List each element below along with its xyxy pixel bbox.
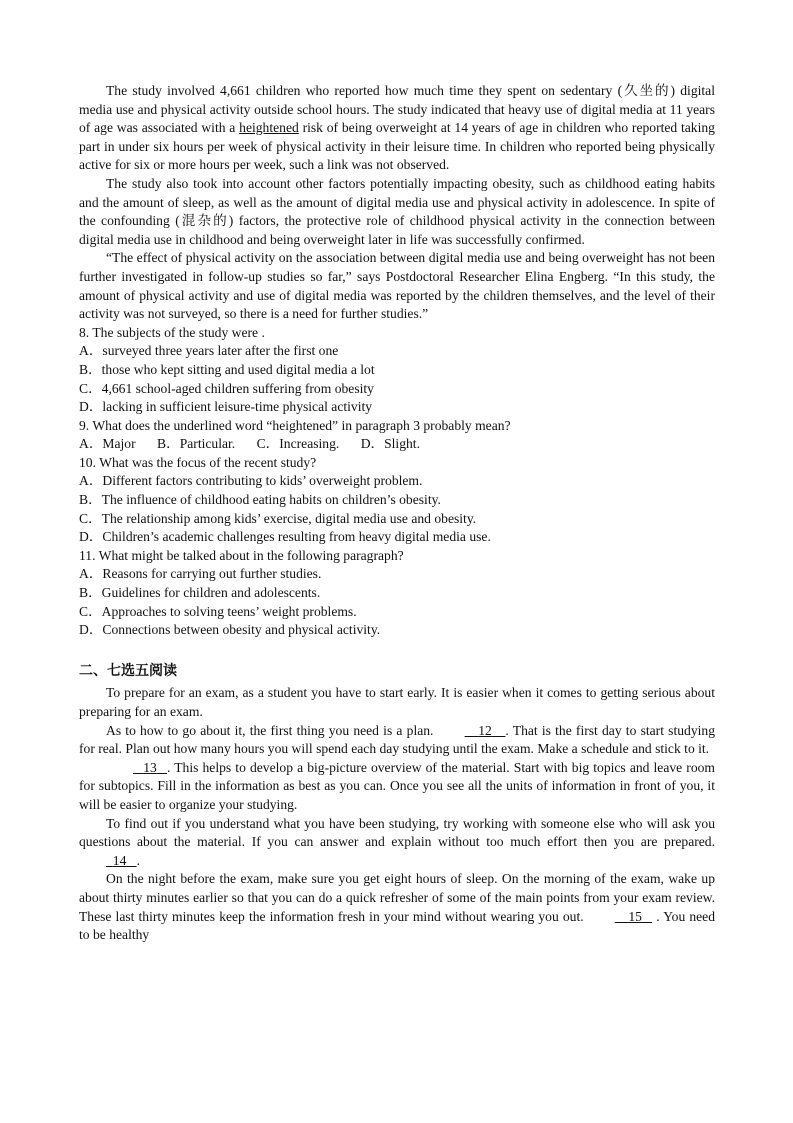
question-stem: 10. What was the focus of the recent study? [79,454,317,470]
section2-paragraph1: To prepare for an exam, as a student you have to start early. It is easier when it comes to getting serious about preparing for an exam. [79,685,715,719]
blank-number: 12 [478,722,492,738]
passage1-paragraph2: The study also took into account other factors potentially impacting obesity, such as childhood eating habits and the amount of sleep, as well as the amount of digital media use and physical activity in adolescence. In spite of the confounding (混杂的) factors, the protective role of childhood physical activity in the connection between digital media use in childhood and being overweight later in life was successfully confirmed. [79,175,715,247]
blank-15 [588,908,652,927]
option-b: B．The influence of childhood eating habits on children’s obesity. [79,492,441,508]
option-a: A．Different factors contributing to kids’ overweight problem. [79,473,423,489]
blank-number: 13 [143,759,157,775]
blank-number: 15 [628,908,642,924]
question-stem: 8. The subjects of the study were . [79,324,265,340]
passage1-paragraph1 [79,82,715,175]
p2-text-a: As to how to go about it, the first thing you need is a plan. [106,722,438,738]
option-a: A．surveyed three years later after the first one [79,343,339,359]
question-11 [79,547,715,640]
section2-paragraph4 [79,815,715,871]
option-c: C．Approaches to solving teens’ weight problems. [79,603,357,619]
question-stem: 9. What does the underlined word “heightened” in paragraph 3 probably mean? [79,417,511,433]
p5-text-b: . You need to be healthy [79,908,715,943]
section2-paragraph5 [79,870,715,944]
option-d: D．lacking in sufficient leisure-time physical activity [79,399,373,415]
option-d: D．Slight. [360,436,420,452]
option-c: C．4,661 school-aged children suffering from obesity [79,380,374,396]
question-9 [79,417,715,454]
option-c: C．Increasing. [256,436,340,452]
blank-number: 14 [112,852,127,868]
option-d: D．Connections between obesity and physical activity. [79,622,381,638]
option-c: C．The relationship among kids’ exercise, digital media use and obesity. [79,510,477,526]
p1-text-a: The study involved 4,661 children who reported how much time they spent on sedentary (久坐的) digital media use and physical activity outside school hours. The study indicated that heavy use of digital media at 11 years of age was associated with a [79,83,715,136]
option-b: B．those who kept sitting and used digital media a lot [79,361,375,377]
blank-13 [106,759,167,778]
section2-paragraph3 [79,759,715,815]
option-b: B．Particular. [157,436,236,452]
p4-text-a: To find out if you understand what you have been studying, try working with someone else who will ask you questions about the material. If you can answer and explain without too much effort then you are prepared. [79,815,715,850]
section2-paragraph2 [79,722,715,759]
blank-12 [438,722,506,741]
inline-options [79,435,715,454]
section-title: 二、七选五阅读 [79,662,177,679]
p2-text-b: . That is the first day to start studying for real. Plan out how many hours you will spend each day studying until the exam. Make a schedule and stick to it. [79,722,715,757]
p3-text: . This helps to develop a big-picture overview of the material. Start with big topics and leave room for subtopics. Fill in the information as best as you can. Once you see all the units of information in front of you, it will be easier to organize your studying. [79,759,715,812]
option-d: D．Children’s academic challenges resulting from heavy digital media use. [79,529,491,545]
passage1-paragraph3: “The effect of physical activity on the association between digital media use and being overweight has not been further investigated in follow-up studies so far,” says Postdoctoral Researcher Elina Engberg. “In this study, the amount of physical activity and use of digital media was reported by the children themselves, and the level of their activity was not surveyed, so there is a need for further studies.” [79,250,715,322]
blank-14 [79,852,137,871]
question-10 [79,454,715,547]
option-b: B．Guidelines for children and adolescents. [79,585,321,601]
question-stem: 11. What might be talked about in the following paragraph? [79,547,404,563]
question-8 [79,324,715,417]
p5-text-a: On the night before the exam, make sure you get eight hours of sleep. On the morning of the exam, wake up about thirty minutes earlier so that you can do a quick refresher of some of the main points from your exam review. These last thirty minutes keep the information fresh in your mind without wearing you out. [79,871,715,924]
p4-text-b: . [136,852,140,868]
option-a: A．Major [79,436,136,452]
option-a: A．Reasons for carrying out further studies. [79,566,322,582]
underlined-word: heightened [239,120,299,136]
p1-text-b: risk of being overweight at 14 years of age in children who reported taking part in under six hours per week of physical activity in their leisure time. In children who reported being physically active for six or more hours per week, such a link was not observed. [79,120,715,173]
document-page [79,82,715,945]
